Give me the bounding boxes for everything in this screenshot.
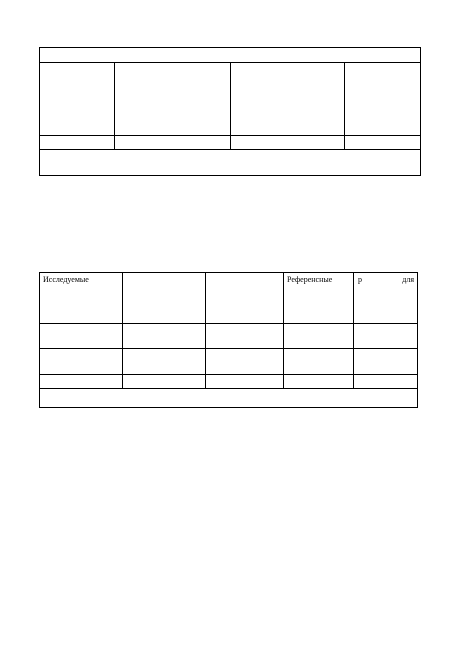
table-1-footer-cell bbox=[40, 150, 421, 176]
table-2-cell bbox=[354, 375, 418, 389]
table-1-header-row bbox=[40, 63, 421, 136]
table-1-title-row bbox=[40, 48, 421, 63]
table-2-header-col4: Референсные bbox=[287, 275, 333, 284]
table-2-cell bbox=[40, 324, 123, 349]
table-2-row bbox=[40, 349, 418, 375]
table-2-row bbox=[40, 375, 418, 389]
table-2-header-cell bbox=[206, 273, 284, 324]
table-2-cell bbox=[40, 375, 123, 389]
table-1-footer-row bbox=[40, 150, 421, 176]
table-2-cell bbox=[284, 375, 354, 389]
table-2-cell bbox=[123, 375, 206, 389]
table-2-cell bbox=[206, 375, 284, 389]
table-2-header-col5 bbox=[354, 273, 417, 285]
table-1 bbox=[39, 47, 421, 176]
table-2-cell bbox=[354, 324, 418, 349]
table-1-header-cell bbox=[40, 63, 115, 136]
table-2-cell bbox=[123, 324, 206, 349]
table-2-header-row bbox=[40, 273, 418, 324]
table-2 bbox=[39, 272, 418, 408]
table-2-cell bbox=[284, 324, 354, 349]
table-2-cell bbox=[206, 324, 284, 349]
table-2-footer-cell bbox=[40, 389, 418, 408]
table-1-title-cell bbox=[40, 48, 421, 63]
table-2-header-cell bbox=[123, 273, 206, 324]
table-1-cell bbox=[345, 136, 421, 150]
table-2-header-cell bbox=[284, 273, 354, 324]
table-2-header-col5-right: для bbox=[402, 275, 414, 284]
table-2-cell bbox=[284, 349, 354, 375]
table-1-cell bbox=[115, 136, 231, 150]
table-2-cell bbox=[206, 349, 284, 375]
table-1-cell bbox=[40, 136, 115, 150]
table-2-header-cell bbox=[354, 273, 418, 324]
table-2-cell bbox=[354, 349, 418, 375]
table-2-cell bbox=[40, 349, 123, 375]
table-1-header-cell bbox=[231, 63, 345, 136]
table-2-footer-row bbox=[40, 389, 418, 408]
table-1-header-cell bbox=[115, 63, 231, 136]
table-2-header-col5-left: р bbox=[358, 275, 362, 284]
table-2-header-col1: Исследуемые bbox=[43, 275, 89, 284]
table-2-cell bbox=[123, 349, 206, 375]
table-1-row bbox=[40, 136, 421, 150]
table-1-cell bbox=[231, 136, 345, 150]
table-2-row bbox=[40, 324, 418, 349]
table-2-header-cell bbox=[40, 273, 123, 324]
table-1-header-cell bbox=[345, 63, 421, 136]
